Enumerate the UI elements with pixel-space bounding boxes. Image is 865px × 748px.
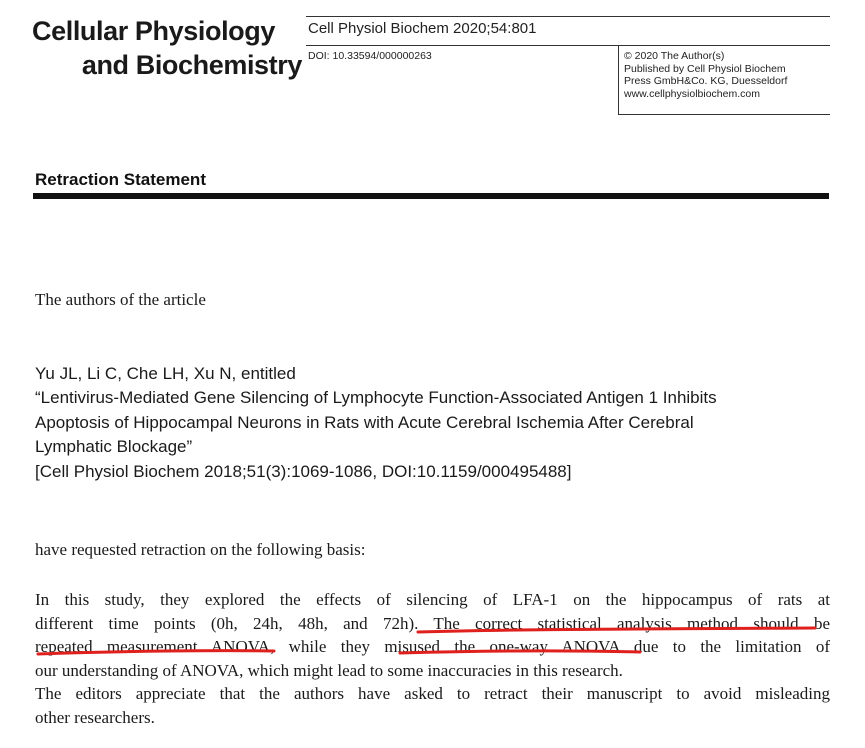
header-bottom-rule (618, 114, 830, 115)
retraction-paragraph (35, 588, 830, 729)
citation: Cell Physiol Biochem 2020;54:801 (308, 20, 537, 37)
publisher-box-divider (618, 45, 619, 115)
doi: DOI: 10.33594/000000263 (308, 50, 432, 62)
header-mid-rule (306, 45, 830, 46)
article-title-line3: Lymphatic Blockage” (35, 437, 193, 457)
copyright: © 2020 The Author(s) (624, 50, 725, 62)
publisher-line1: Published by Cell Physiol Biochem (624, 62, 786, 75)
authors: Yu JL, Li C, Che LH, Xu N, entitled (35, 364, 296, 383)
article-title-line2: Apoptosis of Hippocampal Neurons in Rats with Acute Cerebral Ischemia After Cerebral (35, 412, 694, 432)
publisher-box (624, 50, 787, 100)
article-title-line1: “Lentivirus-Mediated Gene Silencing of Lymphocyte Function-Associated Antigen 1 Inhibits (35, 388, 717, 408)
header-top-rule (306, 16, 830, 17)
publisher-line2: Press GmbH&Co. KG, Duesseldorf (624, 75, 788, 87)
article-reference: [Cell Physiol Biochem 2018;51(3):1069-1086, DOI:10.1159/000495488] (35, 461, 572, 481)
paragraph-line: different time points (0h, 24h, 48h, and 72h). The correct statistical analysis method should be (35, 613, 830, 633)
article-citation-block (35, 362, 835, 484)
paragraph-line: The editors appreciate that the authors have asked to retract their manuscript to avoid misleading (35, 684, 830, 703)
website: www.cellphysiolbiochem.com (624, 87, 760, 100)
paragraph-line: other researchers. (35, 707, 155, 727)
section-heading: Retraction Statement (35, 170, 206, 189)
journal-title (32, 14, 302, 82)
paragraph-line: our understanding of ANOVA, which might lead to some inaccuracies in this research. (35, 660, 623, 680)
basis-text: have requested retraction on the following basis: (35, 540, 366, 559)
journal-title-line2: and Biochemistry (81, 50, 302, 80)
intro-text: The authors of the article (35, 290, 206, 309)
paragraph-line: In this study, they explored the effects of silencing of LFA-1 on the hippocampus of rats at (35, 590, 830, 609)
section-rule (33, 193, 829, 199)
paragraph-line: repeated measurement ANOVA, while they misused the one-way ANOVA due to the limitation of (35, 637, 830, 656)
journal-title-line1: Cellular Physiology (32, 16, 275, 46)
